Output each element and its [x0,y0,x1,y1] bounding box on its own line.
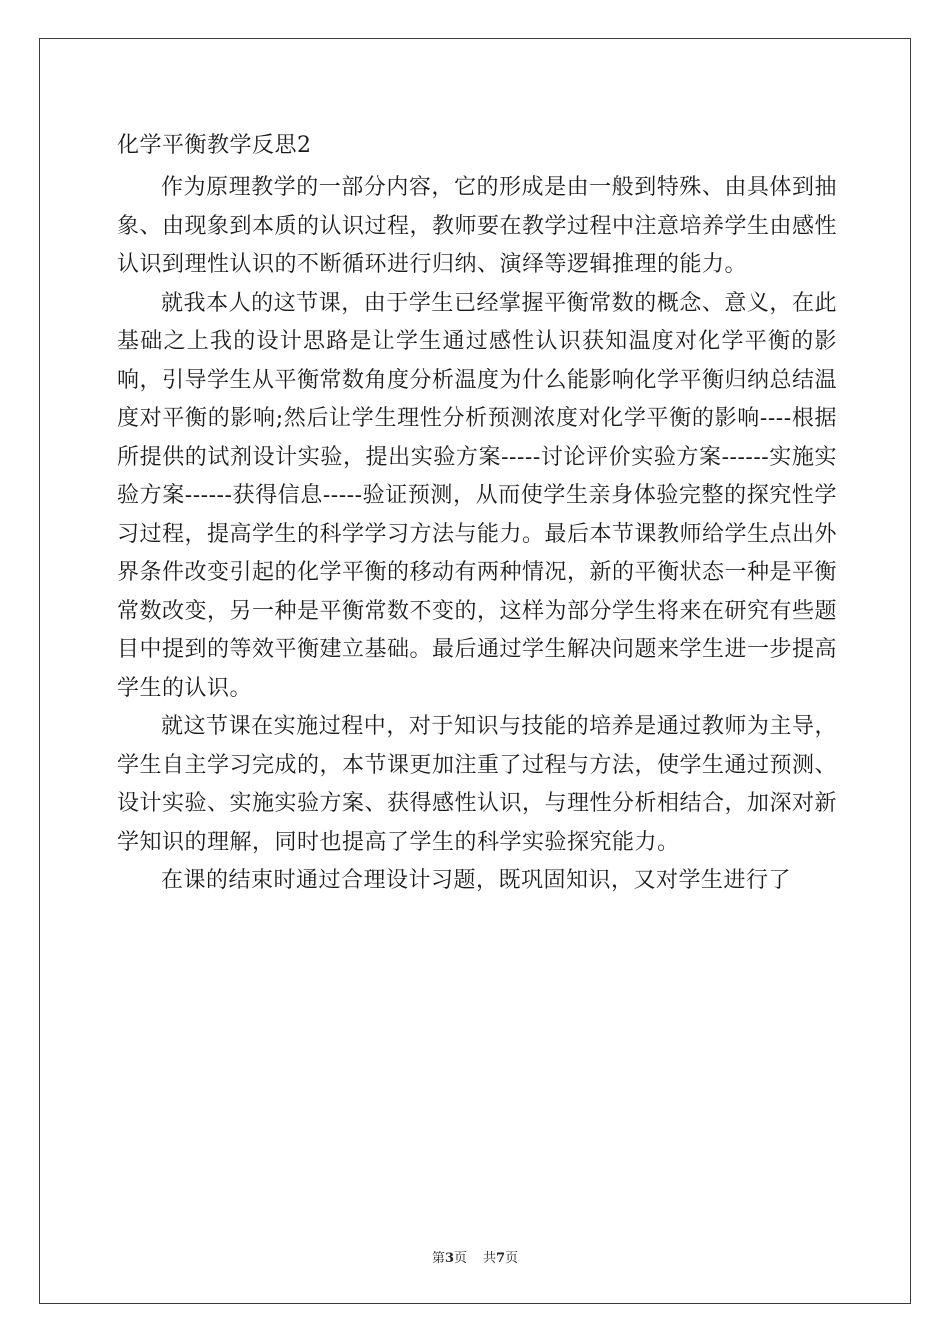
page-footer [0,1247,950,1266]
paragraph-2: 就我本人的这节课，由于学生已经掌握平衡常数的概念、意义，在此基础之上我的设计思路是让学生通过感性认识获知温度对化学平衡的影响，引导学生从平衡常数角度分析温度为什么能影响化学平衡归纳总结温度对平衡的影响;然后让学生理性分析预测浓度对化学平衡的影响----根据所提供的试剂设计实验，提出实验方案-----讨论评价实验方案------实施实验方案------获得信息-----验证预测，从而使学生亲身体验完整的探究性学习过程，提高学生的科学学习方法与能力。最后本节课教师给学生点出外界条件改变引起的化学平衡的移动有两种情况，新的平衡状态一种是平衡常数改变，另一种是平衡常数不变的，这样为部分学生将来在研究有些题目中提到的等效平衡建立基础。最后通过学生解决问题来学生进一步提高学生的认识。 [117,290,838,701]
document-body [117,127,837,901]
paragraph-1: 作为原理教学的一部分内容，它的形成是由一般到特殊、由具体到抽象、由现象到本质的认识过程，教师要在教学过程中注意培养学生由感性认识到理性认识的不断循环进行归纳、演绎等逻辑推理的能力。 [117,175,838,277]
page-number: 3 [444,1251,454,1266]
total-prefix: 共 [483,1251,497,1266]
document-title: 化学平衡教学反思2 [117,133,312,158]
paragraph-3: 就这节课在实施过程中，对于知识与技能的培养是通过教师为主导，学生自主学习完成的，本节课更加注重了过程与方法，使学生通过预测、设计实验、实施实验方案、获得感性认识，与理性分析相结合，加深对新学知识的理解，同时也提高了学生的科学实验探究能力。 [117,714,838,855]
page-prefix: 第 [431,1251,445,1266]
total-suffix: 页 [505,1251,519,1266]
paragraph-4: 在课的结束时通过合理设计习题，既巩固知识，又对学生进行了 [161,868,792,893]
page-suffix: 页 [453,1251,467,1266]
total-pages: 7 [496,1251,506,1266]
